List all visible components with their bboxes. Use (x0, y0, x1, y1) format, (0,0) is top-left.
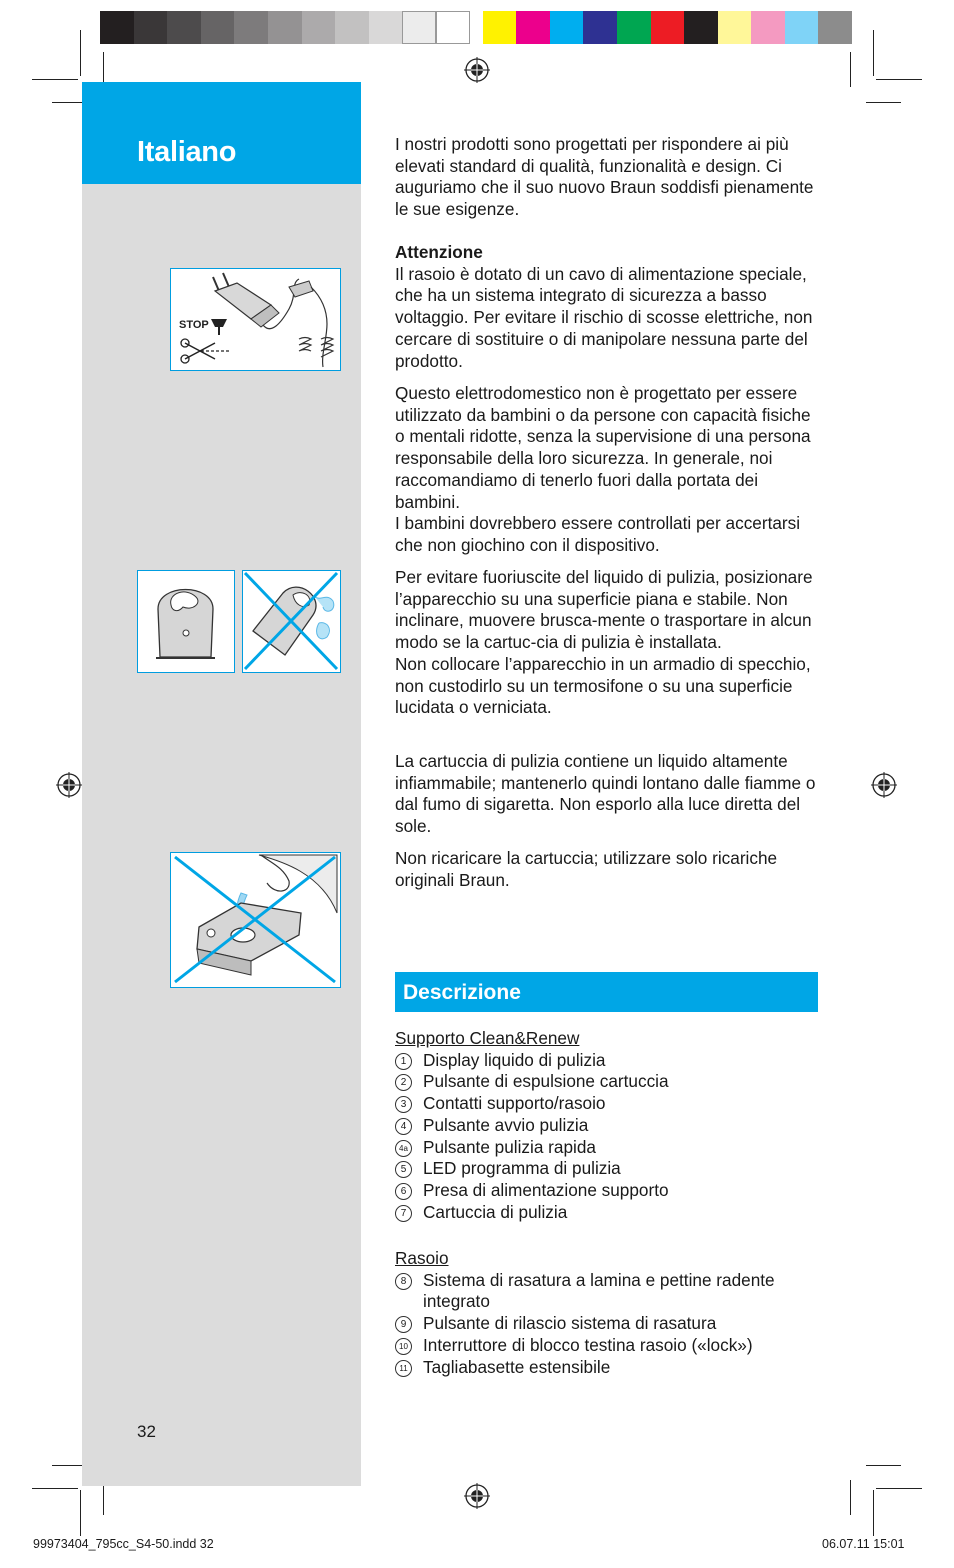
plug-figure (170, 268, 341, 371)
item-label: Tagliabasette estensibile (423, 1356, 611, 1377)
item-label: Presa di alimentazione supporto (423, 1179, 669, 1200)
footer-date: 06.07.11 15:01 (822, 1537, 905, 1551)
item-number-badge: 2 (395, 1074, 412, 1091)
item-label: LED programma di pulizia (423, 1158, 621, 1179)
stand-figure (137, 570, 235, 673)
item-label: Cartuccia di pulizia (423, 1201, 568, 1222)
item-number-badge: 4a (395, 1140, 412, 1157)
stop-label: STOP (179, 319, 209, 331)
item-label: Pulsante avvio pulizia (423, 1114, 589, 1135)
item-label: Display liquido di pulizia (423, 1049, 606, 1070)
list-item (395, 1357, 825, 1379)
page-title: Italiano (137, 136, 237, 168)
attention-text: Il rasoio è dotato di un cavo di alimentazione speciale, che ha un sistema integrato di sicurezza a basso voltaggio. Per evitare il rischio di scosse elettriche, non cercare di sostituire o di manipolare nessuna parte del prodotto. (395, 263, 813, 371)
flammable-paragraph: La cartuccia di pulizia contiene un liquido altamente infiammabile; mantenerlo quindi lontano dalle fiamme o dal fumo di sigaretta. Non esporlo alla luce diretta del sole. (395, 751, 816, 837)
item-number-badge: 10 (395, 1338, 412, 1355)
power-plug-cord-icon (171, 269, 339, 369)
item-number-badge: 6 (395, 1183, 412, 1200)
tilted-stand-figure (242, 570, 341, 673)
item-label: Pulsante di espulsione cartuccia (423, 1071, 669, 1092)
color-swatch (684, 11, 718, 44)
color-swatch (751, 11, 785, 44)
registration-mark-icon (56, 772, 82, 798)
list-item (395, 1137, 825, 1159)
children-section (395, 383, 823, 557)
list-item (395, 1158, 825, 1180)
tilted-stand-crossed-icon (243, 571, 339, 671)
list-item (395, 1270, 825, 1313)
refill-crossed-icon (171, 853, 339, 986)
spill-paragraph-2: Non collocare l’apparecchio in un armadio di specchio, non custodirlo su un termosifone o su una superficie lucidata o verniciata. (395, 653, 811, 718)
description-banner (395, 972, 818, 1012)
item-number-badge: 11 (395, 1360, 412, 1377)
list-item (395, 1313, 825, 1335)
color-swatch (436, 11, 470, 44)
color-swatch (100, 11, 134, 44)
list-item (395, 1093, 825, 1115)
cleaning-stand-icon (138, 571, 233, 671)
list-item (395, 1202, 825, 1224)
color-swatch (516, 11, 550, 44)
color-swatch (550, 11, 584, 44)
color-swatch (234, 11, 268, 44)
item-number-badge: 4 (395, 1118, 412, 1135)
color-swatch (201, 11, 235, 44)
description-heading: Descrizione (403, 981, 521, 1004)
color-swatch (583, 11, 617, 44)
shaver-parts-list (395, 1248, 825, 1378)
item-label: Pulsante di rilascio sistema di rasatura (423, 1313, 717, 1334)
spill-section (395, 567, 823, 719)
refill-figure (170, 852, 341, 988)
item-label: Contatti supporto/rasoio (423, 1093, 606, 1114)
refill-paragraph: Non ricaricare la cartuccia; utilizzare solo ricariche originali Braun. (395, 848, 778, 890)
color-calibration-bar (100, 11, 852, 44)
color-swatch (335, 11, 369, 44)
list-item (395, 1335, 825, 1357)
item-number-badge: 1 (395, 1053, 412, 1070)
color-swatch (167, 11, 201, 44)
item-label: Interruttore di blocco testina rasoio («lock») (423, 1334, 753, 1355)
item-number-badge: 8 (395, 1273, 412, 1290)
color-swatch (134, 11, 168, 44)
registration-mark-icon (464, 1483, 490, 1509)
item-number-badge: 3 (395, 1096, 412, 1113)
children-paragraph-2: I bambini dovrebbero essere controllati per accertarsi che non giochino con il dispositivo. (395, 513, 801, 555)
color-swatch (818, 11, 852, 44)
color-swatch (302, 11, 336, 44)
footer-file: 99973404_795cc_S4-50.indd 32 (33, 1537, 214, 1551)
item-label: Pulsante pulizia rapida (423, 1136, 596, 1157)
attention-heading: Attenzione (395, 242, 483, 262)
color-swatch (268, 11, 302, 44)
item-number-badge: 7 (395, 1205, 412, 1222)
spill-paragraph-1: Per evitare fuoriuscite del liquido di pulizia, posizionare l’apparecchio su una superficie piana e stabile. Non inclinare, muovere brusca-mente o trasportare in alcun modo se la cartuc-cia di pulizia è installata. (395, 567, 813, 653)
color-swatch (402, 11, 436, 44)
list-item (395, 1071, 825, 1093)
color-swatch (718, 11, 752, 44)
stand-title: Supporto Clean&Renew (395, 1028, 580, 1048)
title-banner (82, 82, 361, 184)
intro-paragraph: I nostri prodotti sono progettati per rispondere ai più elevati standard di qualità, funzionalità e design. Ci auguriamo che il suo nuovo Braun soddisfi pienamente le sue esigenze. (395, 134, 814, 220)
shaver-title: Rasoio (395, 1248, 449, 1268)
stand-parts-list (395, 1028, 825, 1223)
color-swatch (617, 11, 651, 44)
list-item (395, 1050, 825, 1072)
list-item (395, 1115, 825, 1137)
item-number-badge: 9 (395, 1316, 412, 1333)
children-paragraph-1: Questo elettrodomestico non è progettato per essere utilizzato da bambini o da persone con capacità fisiche o mentali ridotte, senza la supervisione di una persona responsabile della loro sicurezza. In generale, noi raccomandiamo di tenerlo fuori dalla portata dei bambini. (395, 383, 811, 512)
item-number-badge: 5 (395, 1161, 412, 1178)
registration-mark-icon (871, 772, 897, 798)
page-number: 32 (137, 1422, 156, 1441)
color-swatch (483, 11, 517, 44)
item-label: Sistema di rasatura a lamina e pettine radente integrato (423, 1269, 775, 1312)
list-item (395, 1180, 825, 1202)
color-swatch (369, 11, 403, 44)
attention-section (395, 242, 823, 372)
registration-mark-icon (464, 57, 490, 83)
color-swatch (785, 11, 819, 44)
color-swatch (651, 11, 685, 44)
